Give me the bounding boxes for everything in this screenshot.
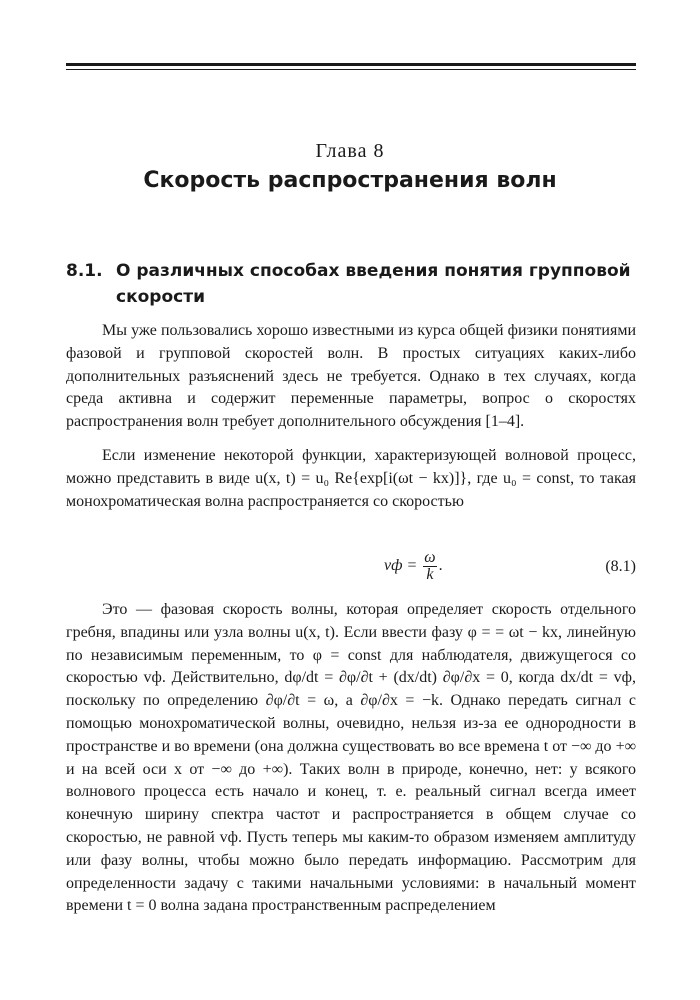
equation-number: (8.1) [605, 558, 636, 575]
paragraph-3 [66, 599, 636, 918]
chapter-label: Глава 8 [315, 140, 385, 162]
paragraph-text: Если изменение некоторой функции, характеризующей волновой процесс, можно представить в виде u(x, t) = u₀ Re{exp[i(ωt − kx)]}, где u₀ = const, то такая монохроматическая волна распространяется со скоростью [66, 447, 636, 510]
equation-8-1 [66, 546, 636, 586]
section-number: 8.1. [66, 261, 103, 281]
section-title: О различных способах введения понятия групповой скорости [116, 261, 631, 307]
paragraph-text: Это — фазовая скорость волны, которая определяет скорость отдельного гребня, впадины или узла волны u(x, t). Если ввести фазу φ = = ωt − kx, линейную по независимым переменным, то φ = const для наблюдателя, движущегося со скоростью vф. Действительно, dφ/dt = ∂φ/∂t + (dx/dt) ∂φ/∂x = 0, когда dx/dt = vф, поскольку по определению ∂φ/∂t = ω, а ∂φ/∂x = −k. Однако передать сигнал с помощью монохроматической волны, очевидно, нельзя из-за ее однородности в пространстве и во времени (она должна существовать во все времена t от −∞ до +∞ и на всей оси x от −∞ до +∞). Таких волн в природе, конечно, нет: у всякого волнового процесса есть начало и конец, т. е. реальный сигнал всегда имеет конечную ширину спектра частот и распространяется в общем случае со скоростью, не равной vф. Пусть теперь мы каким-то образом изменяем амплитуду или фазу волны, чтобы можно было передать информацию. Рассмотрим для определенности задачу с такими начальными условиями: в начальный момент времени t = 0 волна задана пространственным распределением [66, 601, 636, 915]
equation-tail: . [438, 557, 443, 575]
paragraph-text: Мы уже пользовались хорошо известными из курса общей физики понятиями фазовой и групповой скоростей волн. В простых ситуациях каких-либо дополнительных разъяснений здесь не требуется. Однако в тех случаях, когда среда активна и содержит переменные параметры, вопрос о скоростях распространения волн требует дополнительного обсуждения [1–4]. [66, 322, 636, 431]
equation-fraction [423, 550, 436, 583]
equation-lhs: vф = [384, 557, 418, 575]
section-heading [66, 258, 636, 310]
paragraph-2 [66, 445, 636, 513]
top-rule-thick [66, 63, 636, 66]
chapter-title: Скорость распространения волн [143, 168, 557, 193]
equation-body [384, 550, 443, 583]
fraction-numerator: ω [424, 549, 436, 566]
fraction-denominator: k [426, 566, 434, 583]
paragraph-1 [66, 320, 636, 434]
top-rule-thin [66, 69, 636, 70]
